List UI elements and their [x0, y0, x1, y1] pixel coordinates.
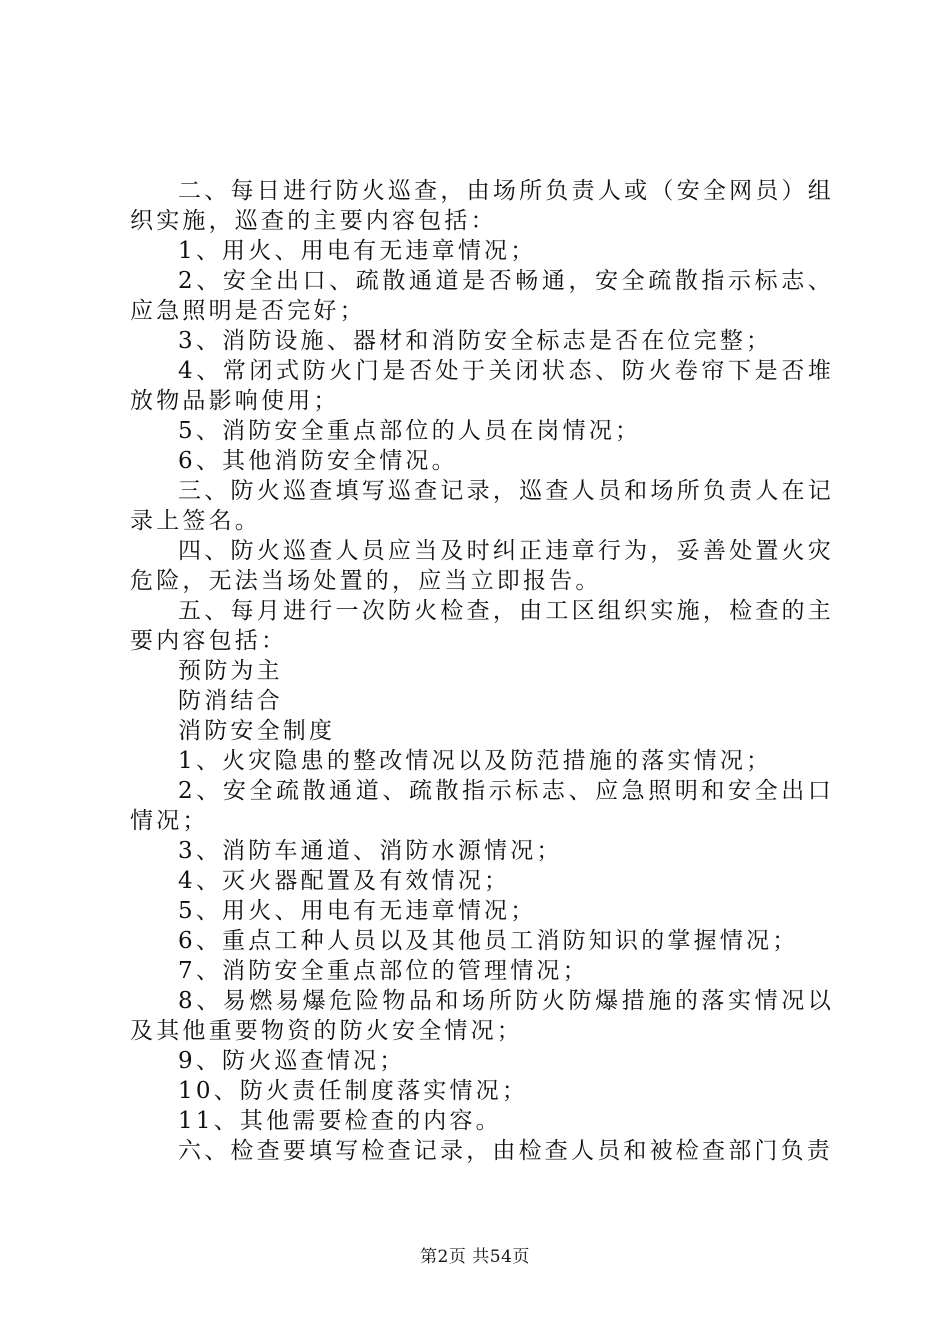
paragraph: 3、消防车通道、消防水源情况；: [178, 838, 563, 864]
paragraph: 3、消防设施、器材和消防安全标志是否在位完整；: [178, 328, 773, 354]
paragraph: 4、灭火器配置及有效情况；: [178, 868, 511, 894]
paragraph: 五、每月进行一次防火检查，由工区组织实施，检查的主要内容包括：: [130, 598, 834, 654]
paragraph: 7、消防安全重点部位的管理情况；: [178, 958, 589, 984]
paragraph: 8、易燃易爆危险物品和场所防火防爆措施的落实情况以及其他重要物资的防火安全情况；: [130, 988, 834, 1044]
paragraph: 二、每日进行防火巡查，由场所负责人或（安全网员）组织实施，巡查的主要内容包括：: [130, 178, 834, 234]
paragraph: 六、检查要填写检查记录，由检查人员和被检查部门负责: [178, 1138, 833, 1164]
paragraph: 预防为主: [178, 658, 283, 684]
paragraph: 10、防火责任制度落实情况；: [178, 1078, 529, 1104]
page-footer: 第2页 共54页: [420, 1247, 530, 1267]
paragraph: 1、火灾隐患的整改情况以及防范措施的落实情况；: [178, 748, 773, 774]
paragraph: 6、其他消防安全情况。: [178, 448, 458, 474]
paragraph: 防消结合: [178, 688, 283, 714]
paragraph: 6、重点工种人员以及其他员工消防知识的掌握情况；: [178, 928, 799, 954]
document-body: [130, 176, 834, 1166]
paragraph: 2、安全出口、疏散通道是否畅通，安全疏散指示标志、应急照明是否完好；: [130, 268, 834, 324]
paragraph: 11、其他需要检查的内容。: [178, 1108, 502, 1134]
paragraph: 5、消防安全重点部位的人员在岗情况；: [178, 418, 642, 444]
paragraph: 四、防火巡查人员应当及时纠正违章行为，妥善处置火灾危险，无法当场处置的，应当立即报告。: [130, 538, 834, 594]
paragraph: 4、常闭式防火门是否处于关闭状态、防火卷帘下是否堆放物品影响使用；: [130, 358, 834, 414]
paragraph: 2、安全疏散通道、疏散指示标志、应急照明和安全出口情况；: [130, 778, 834, 834]
paragraph: 9、防火巡查情况；: [178, 1048, 406, 1074]
paragraph: 消防安全制度: [178, 718, 336, 744]
paragraph: 1、用火、用电有无违章情况；: [178, 238, 537, 264]
paragraph: 三、防火巡查填写巡查记录，巡查人员和场所负责人在记录上签名。: [130, 478, 834, 534]
paragraph: 5、用火、用电有无违章情况；: [178, 898, 537, 924]
